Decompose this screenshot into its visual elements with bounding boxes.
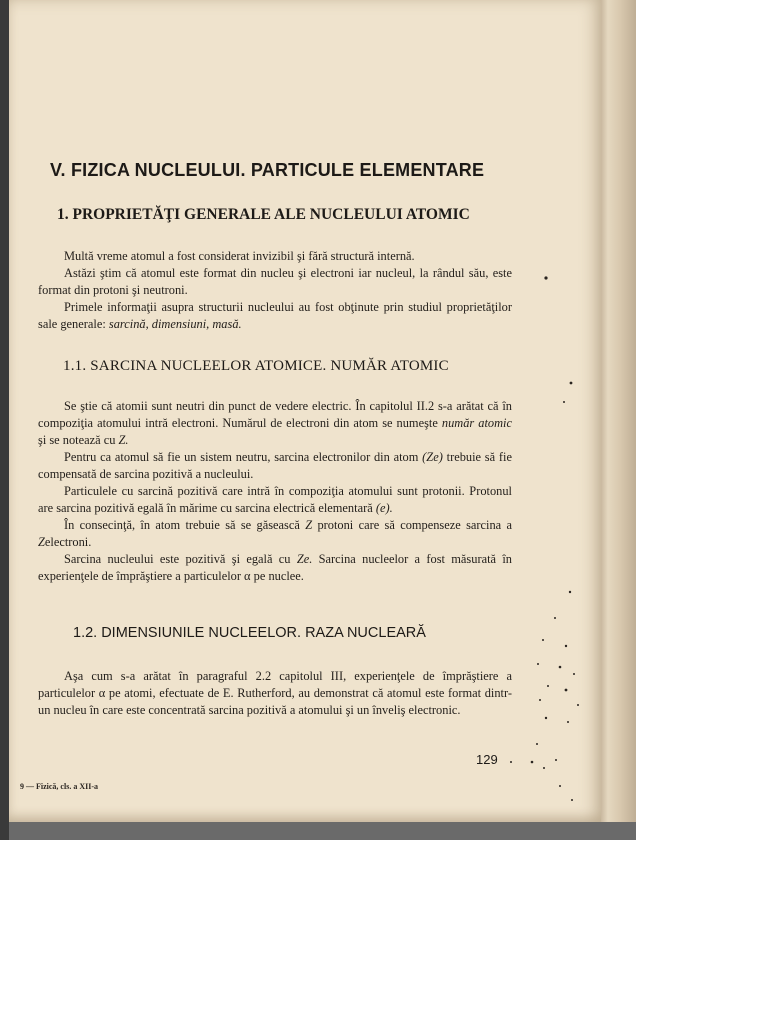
- symbol: Z: [305, 518, 313, 532]
- paragraph: [38, 483, 512, 517]
- section-intro: [38, 248, 512, 333]
- text: Se ştie că atomii sunt neutri din punct de vedere electric. În capitolul II.2 s-a arătat că în compoziţia atomului intră electroni. Numărul de electroni din atom se numeşte: [38, 399, 512, 430]
- text: Pentru ca atomul să fie un sistem neutru, sarcina electronilor din atom: [64, 450, 419, 464]
- paragraph: Multă vreme atomul a fost considerat invizibil şi fără structură internă.: [64, 249, 415, 263]
- paragraph: [38, 551, 512, 585]
- footer-note: 9 — Fizică, cls. a XII-a: [20, 782, 98, 791]
- scan-bottom-strip: [9, 822, 636, 840]
- symbol: Ze.: [296, 552, 313, 566]
- term: număr atomic: [441, 416, 512, 430]
- paragraph: Astăzi ştim că atomul este format din nucleu şi electroni iar nucleul, la rândul său, este format din protoni şi neutroni.: [38, 266, 512, 297]
- subsection-title-dimensions: 1.2. DIMENSIUNILE NUCLEELOR. RAZA NUCLEARĂ: [73, 625, 426, 641]
- paragraph: [38, 517, 512, 551]
- paragraph: [38, 398, 512, 449]
- text: şi se notează cu: [38, 433, 116, 447]
- properties-list: sarcină, dimensiuni, masă.: [108, 317, 242, 331]
- text: Particulele cu sarcină pozitivă care intră în compoziţia atomului sunt protonii. Protonul are sarcina pozitivă egală în mărime cu sarcina electrică elementară: [38, 484, 512, 515]
- symbol: Z: [38, 535, 45, 549]
- symbol: (Ze): [422, 450, 443, 464]
- paragraph: [38, 449, 512, 483]
- text: protoni care să compenseze sarcina a: [317, 518, 512, 532]
- section-title: 1. PROPRIETĂŢI GENERALE ALE NUCLEULUI ATOMIC: [57, 206, 470, 223]
- subsection-dimensions-body: [38, 668, 512, 719]
- text: electroni.: [44, 535, 92, 549]
- paragraph: [38, 299, 512, 333]
- symbol: Z.: [118, 433, 129, 447]
- text: Sarcina nucleului este pozitivă şi egală cu: [64, 552, 291, 566]
- page-edge: [601, 0, 636, 822]
- paragraph: Aşa cum s-a arătat în paragraful 2.2 capitolul III, experienţele de împrăştiere a particulelor α pe atomi, efectuate de E. Rutherford, au demonstrat că atomul este format dintr-un nucleu în care este concentrată sarcina pozitivă a atomului şi un înveliş electronic.: [38, 669, 512, 717]
- symbol: (e).: [375, 501, 393, 515]
- paragraph-text: Primele informaţii asupra structurii nucleului au fost obţinute prin studiul proprietăţilor sale generale:: [38, 300, 512, 331]
- subsection-charge-body: [38, 398, 512, 585]
- subsection-title-charge: 1.1. SARCINA NUCLEELOR ATOMICE. NUMĂR ATOMIC: [63, 358, 449, 374]
- text: trebuie să fie compensată de sarcina pozitivă a nucleului.: [38, 450, 512, 481]
- page-number: 129: [476, 752, 498, 767]
- text: În consecinţă, în atom trebuie să se găsească: [64, 518, 300, 532]
- text: Sarcina nucleelor a fost măsurată în experienţele de împrăştiere a particulelor α pe nuclee.: [38, 552, 512, 583]
- chapter-title: V. FIZICA NUCLEULUI. PARTICULE ELEMENTARE: [50, 160, 485, 180]
